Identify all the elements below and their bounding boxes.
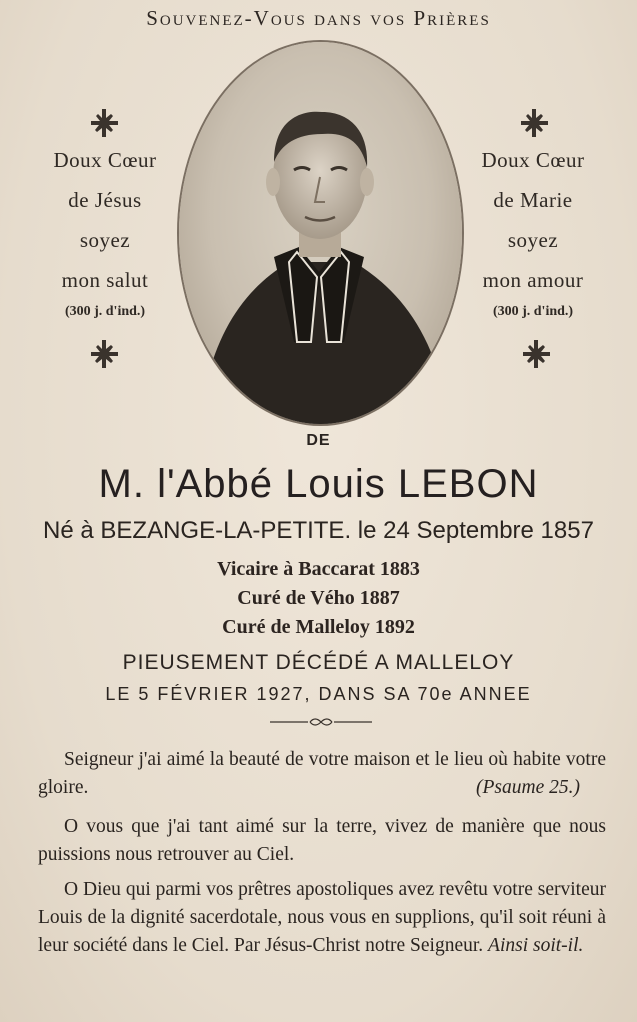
death-line: PIEUSEMENT DÉCÉDÉ A MALLELOY (122, 651, 515, 674)
closing-prayer-text: O Dieu qui parmi vos prêtres apostoliques avez revêtu votre serviteur Louis de la dignité sacerdotale, nous vous en supplions, qu'il soit réuni à leur société dans le Ciel. Par Jésus-Christ notre Seigneur. (38, 879, 606, 956)
cross-icon (521, 338, 551, 368)
prayer-line: Doux Cœur (53, 148, 157, 172)
portrait-photo (179, 42, 462, 424)
verse-paragraph (38, 746, 606, 802)
de-label: DE (306, 432, 331, 449)
right-prayer (458, 140, 608, 324)
death-date-line: LE 5 FÉVRIER 1927, DANS SA 70e ANNEE (105, 684, 532, 704)
prayer-line: soyez (79, 228, 131, 252)
prayer-line: de Marie (493, 188, 573, 212)
closing-prayer-paragraph (38, 876, 606, 960)
career-line: Curé de Vého 1887 (237, 587, 400, 609)
prayer-paragraph (38, 813, 606, 869)
prayer-text: O vous que j'ai tant aimé sur la terre, vivez de manière que nous puissions nous retrouver au Ciel. (38, 816, 606, 865)
card-header: Souvenez-Vous dans vos Prières (146, 6, 491, 30)
verse-text: Seigneur j'ai aimé la beauté de votre maison et le lieu où habite votre gloire. (38, 749, 606, 798)
career-line: Curé de Malleloy 1892 (222, 616, 415, 638)
prayer-line: mon salut (61, 268, 149, 292)
cross-icon (519, 107, 549, 137)
priest-portrait-image (179, 42, 462, 424)
prayer-line: mon amour (482, 268, 584, 292)
birth-line: Né à BEZANGE-LA-PETITE. le 24 Septembre 1857 (43, 517, 594, 544)
indulgence-note: (300 j. d'ind.) (64, 304, 146, 319)
cross-icon (89, 338, 119, 368)
cross-icon (89, 107, 119, 137)
prayer-line: Doux Cœur (481, 148, 585, 172)
prayer-line: soyez (507, 228, 559, 252)
prayer-line: de Jésus (68, 188, 142, 212)
deceased-name: M. l'Abbé Louis LEBON (98, 462, 539, 506)
amen-text: Ainsi soit-il. (488, 935, 584, 956)
ornament-divider (268, 713, 374, 731)
psalm-reference: (Psaume 25.) (476, 777, 580, 798)
career-line: Vicaire à Baccarat 1883 (217, 558, 420, 580)
left-prayer (30, 140, 180, 324)
indulgence-note: (300 j. d'ind.) (492, 304, 574, 319)
